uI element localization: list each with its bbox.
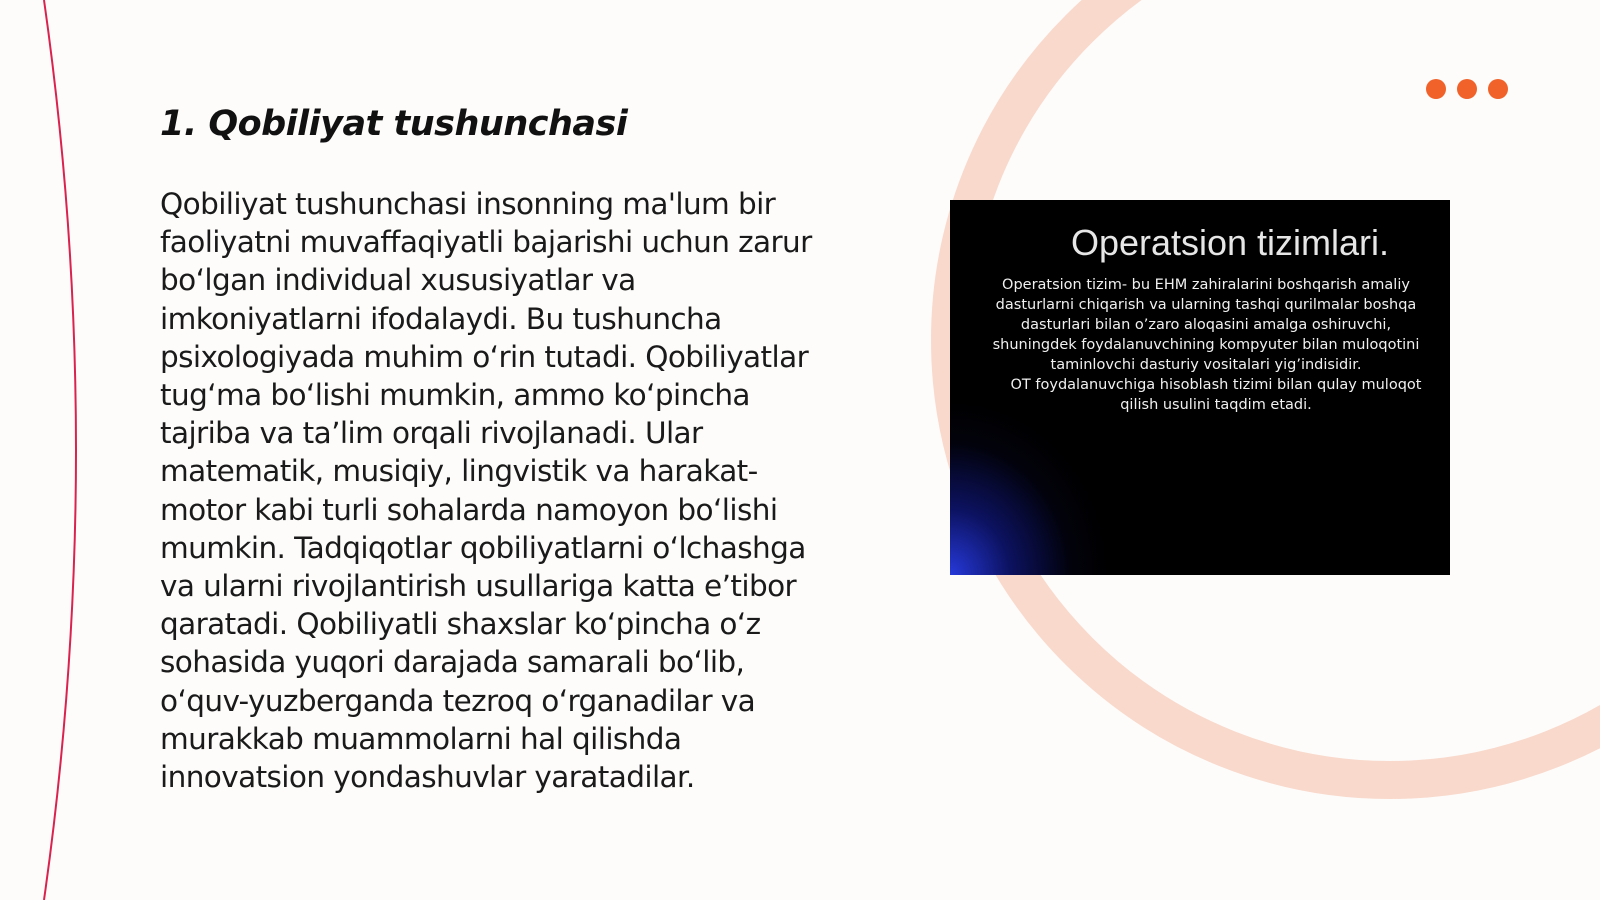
slide-title: 1. Qobiliyat tushunchasi (160, 104, 628, 144)
dot-2 (1457, 79, 1477, 99)
embedded-slide-title: Operatsion tizimlari. (1070, 222, 1390, 263)
embedded-slide-text (990, 275, 1422, 415)
menu-dots (1426, 79, 1508, 99)
embedded-paragraph-2: OT foydalanuvchiga hisoblash tizimi bilan qulay muloqot qilish usulini taqdim etadi. (1010, 377, 1422, 413)
slide-body-text: Qobiliyat tushunchasi insonning ma'lum bir faoliyatni muvaffaqiyatli bajarishi uchun zarur bo‘lgan individual xususiyatlar va imkoniyatlarni ifodalaydi. Bu tushuncha psixologiyada muhim o‘rin tutadi. Qobiliyatlar tug‘ma bo‘lishi mumkin, ammo ko‘pincha tajriba va ta’lim orqali rivojlanadi. Ular matematik, musiqiy, lingvistik va harakat-motor kabi turli sohalarda namoyon bo‘lishi mumkin. Tadqiqotlar qobiliyatlarni o‘lchashga va ularni rivojlantirish usullariga katta e’tibor qaratadi. Qobiliyatli shaxslar ko‘pincha o‘z sohasida yuqori darajada samarali bo‘lib, o‘quv-yuzberganda tezroq o‘rganadilar va murakkab muammolarni hal qilishda innovatsion yondashuvlar yaratadilar. (160, 187, 812, 795)
embedded-paragraph-1: Operatsion tizim- bu EHM zahiralarini boshqarish amaliy dasturlarni chiqarish va ularning tashqi qurilmalar boshqa dasturlari bilan o’zaro aloqasini amalga oshiruvchi, shuningdek foydalanuvchining kompyuter bilan muloqotini taminlovchi dasturiy vositalari yig’indisidir. (992, 277, 1420, 373)
embedded-slide-image (950, 200, 1450, 575)
dot-1 (1426, 79, 1446, 99)
left-red-line (44, 0, 76, 900)
dot-3 (1488, 79, 1508, 99)
